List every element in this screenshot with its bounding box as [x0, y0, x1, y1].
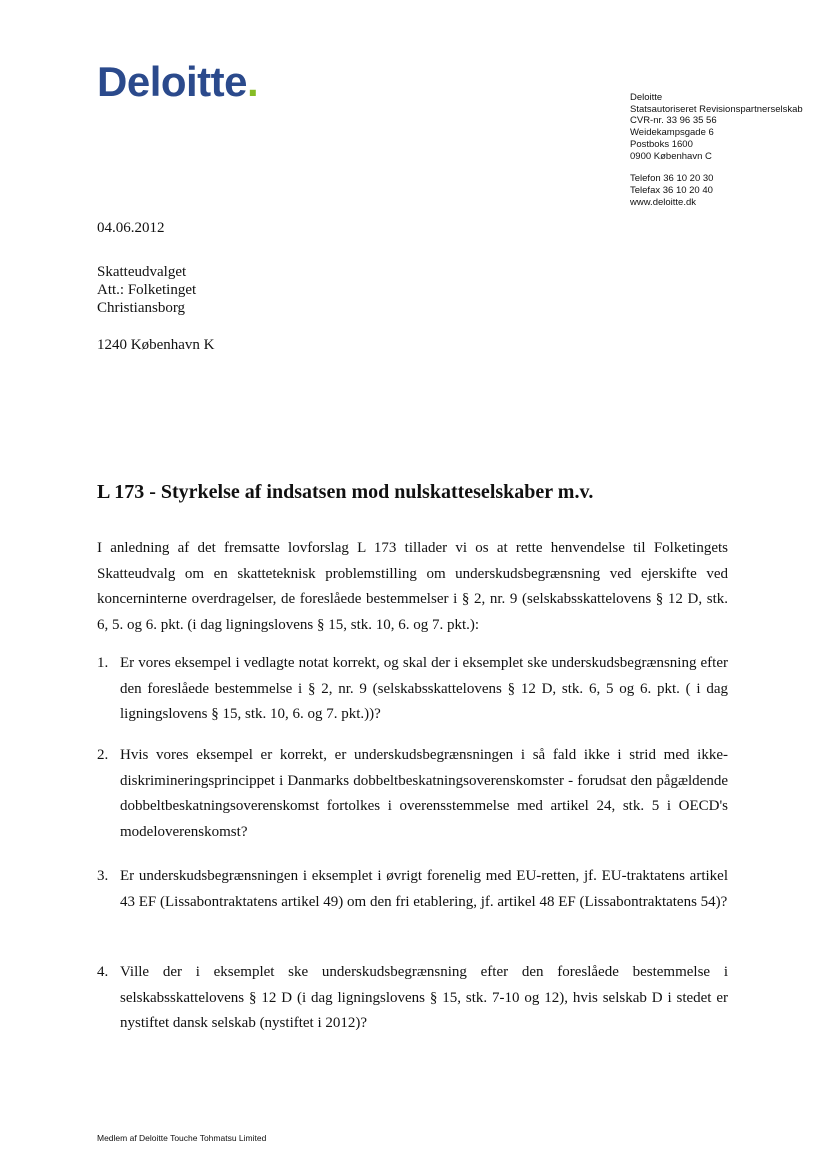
question-item — [97, 960, 728, 1037]
question-item — [97, 651, 728, 728]
sender-line: Weidekampsgade 6 — [630, 127, 714, 139]
question-item — [97, 864, 728, 915]
recipient-address — [97, 263, 214, 354]
question-text: Er vores eksempel i vedlagte notat korrekt, og skal der i eksemplet ske underskudsbegrænsning efter den foreslåede bestemmelse i § 2, nr. 9 (selskabsskattelovens § 12 D, stk. 6, 5 og 6. pkt. ( i dag ligningslovens § 15, stk. 10, 6. og 7. pkt.))? — [120, 655, 728, 722]
question-number: 1. — [97, 655, 109, 671]
question-number: 3. — [97, 868, 109, 884]
sender-website: www.deloitte.dk — [630, 196, 697, 208]
recipient-line: Att.: Folketinget — [97, 282, 197, 298]
sender-line: Statsautoriseret Revisionspartnerselskab — [630, 103, 803, 115]
sender-address-block — [630, 92, 803, 208]
letter-title: L 173 - Styrkelse af indsatsen mod nulskatteselskaber m.v. — [97, 481, 594, 503]
question-number: 2. — [97, 747, 109, 763]
question-item — [97, 743, 728, 845]
question-text: Er underskudsbegrænsningen i eksemplet i øvrigt forenelig med EU-retten, jf. EU-traktatens artikel 43 EF (Lissabontraktatens artikel 49) om den fri etablering, jf. artikel 48 EF (Lissabontraktatens 54)? — [120, 868, 728, 910]
intro-paragraph: I anledning af det fremsatte lovforslag L 173 tillader vi os at rette henvendelse til Folketingets Skatteudvalg om en skatteteknisk problemstilling om underskudsbegrænsning ved ejerskifte ved koncerninterne overdragelser, de foreslåede bestemmelser i § 2, nr. 9 (selskabsskattelovens § 12 D, stk. 6, 5. og 6. pkt. (i dag ligningslovens § 15, stk. 10, 6. og 7. pkt.): — [97, 540, 728, 633]
footer-membership: Medlem af Deloitte Touche Tohmatsu Limited — [97, 1133, 267, 1143]
recipient-line: Skatteudvalget — [97, 264, 187, 280]
sender-line: Postboks 1600 — [630, 138, 693, 150]
sender-line: CVR-nr. 33 96 35 56 — [630, 115, 717, 127]
recipient-zip-city: 1240 København K — [97, 337, 215, 353]
question-number: 4. — [97, 964, 109, 980]
sender-line: Deloitte — [630, 92, 663, 103]
letter-date: 04.06.2012 — [97, 220, 165, 236]
recipient-line: Christiansborg — [97, 300, 186, 316]
logo-text: Deloitte — [97, 58, 248, 105]
sender-phone: Telefon 36 10 20 30 — [630, 173, 714, 185]
question-text: Hvis vores eksempel er korrekt, er underskudsbegrænsningen i så fald ikke i strid med ikke-diskrimineringsprincippet i Danmarks dobbeltbeskatningsoverenskomster - forudsat den pågældende dobbeltbeskatningsoverenskomst fortolkes i overensstemmelse med artikel 24, stk. 5 i OECD's modeloverenskomst? — [120, 747, 728, 840]
question-text: Ville der i eksemplet ske underskudsbegrænsning efter den foreslåede bestemmelse i selskabsskattelovens § 12 D (i dag ligningslovens § 15, stk. 7-10 og 12), hvis selskab D i stedet er nystiftet dansk selskab (nystiftet i 2012)? — [120, 964, 728, 1031]
sender-fax: Telefax 36 10 20 40 — [630, 184, 713, 196]
logo-dot: . — [247, 58, 259, 105]
sender-line: 0900 København C — [630, 150, 712, 162]
deloitte-logo — [97, 58, 258, 106]
